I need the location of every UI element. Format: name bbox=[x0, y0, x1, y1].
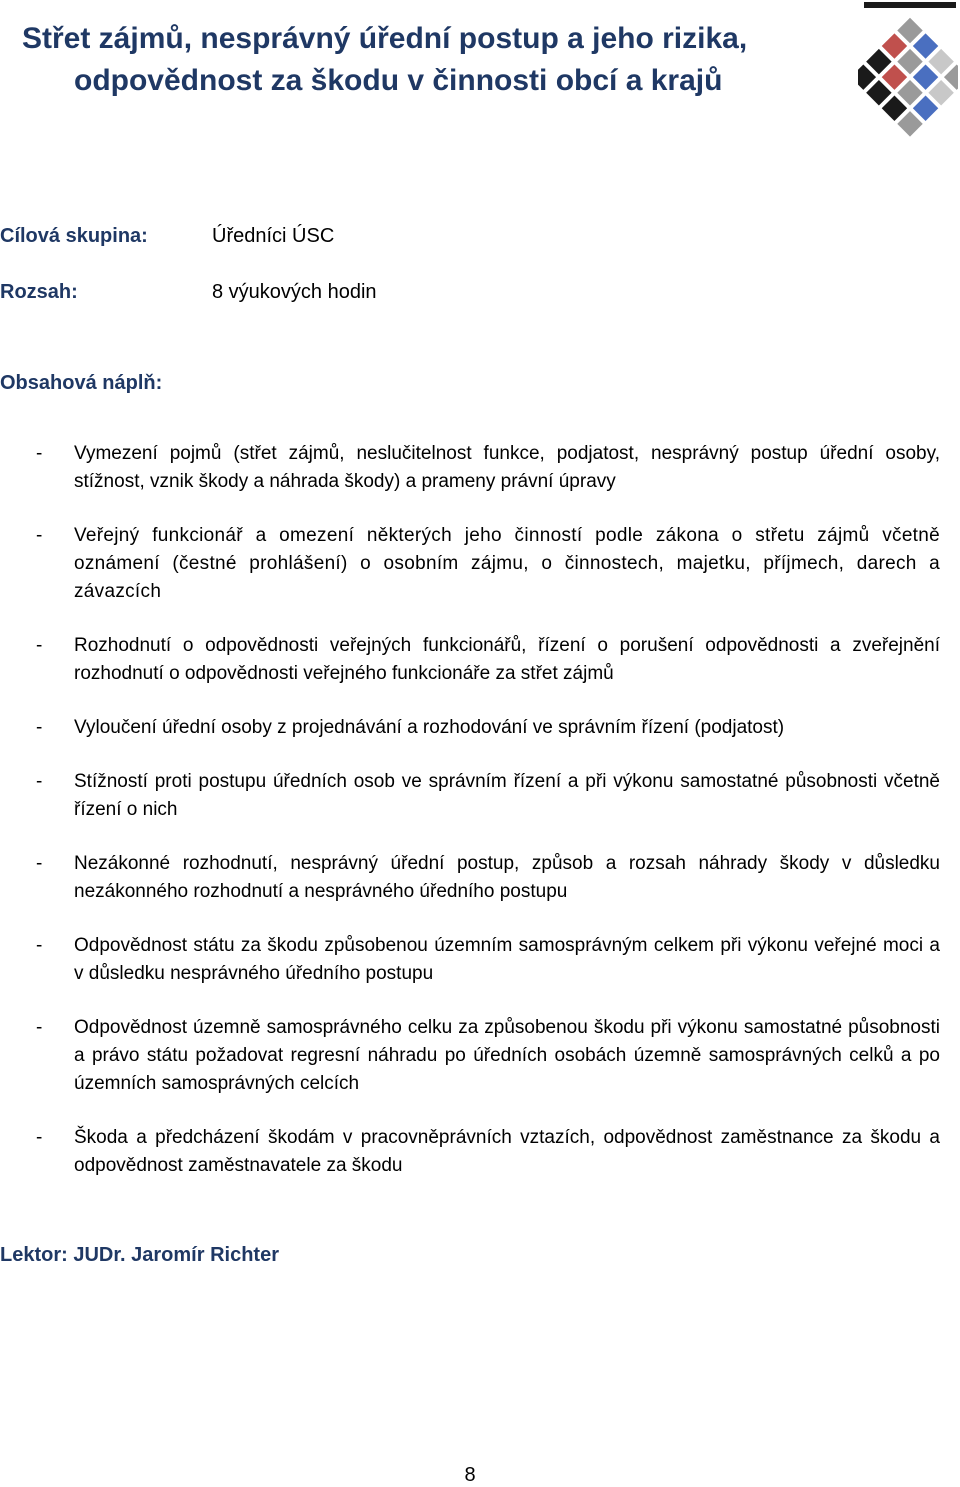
content-heading: Obsahová náplň: bbox=[0, 372, 163, 394]
list-item: - Odpovědnost územně samosprávného celku za způsobenou škodu při výkonu samostatné působnosti a právo státu požadovat regresní náhradu po úředních osobách územně samosprávných celků a po územních samosprávných celcích bbox=[36, 1017, 940, 1094]
list-item: - Stížností proti postupu úředních osob ve správním řízení a při výkonu samostatné působnosti včetně řízení o nich bbox=[36, 771, 940, 820]
title-line-1: Střet zájmů, nesprávný úřední postup a jeho rizika, bbox=[22, 22, 748, 55]
target-group-label: Cílová skupina: bbox=[0, 225, 148, 247]
logo-diamond-grid bbox=[858, 18, 958, 137]
list-item-text: Nezákonné rozhodnutí, nesprávný úřední postup, způsob a rozsah náhrady škody v důsledku nezákonného rozhodnutí a nesprávného úředního postupu bbox=[74, 853, 940, 902]
list-item: - Rozhodnutí o odpovědnosti veřejných funkcionářů, řízení o porušení odpovědnosti a zveřejnění rozhodnutí o odpovědnosti veřejného funkcionáře za střet zájmů bbox=[36, 635, 940, 684]
lector-line: Lektor: JUDr. Jaromír Richter bbox=[0, 1244, 279, 1266]
list-item: - Vymezení pojmů (střet zájmů, neslučitelnost funkce, podjatost, nesprávný postup úřední osoby, stížnost, vznik škody a náhrada škody) a prameny právní úpravy bbox=[36, 443, 940, 492]
list-item: - Odpovědnost státu za škodu způsobenou územním samosprávným celkem při výkonu veřejné moci a v důsledku nesprávného úředního postupu bbox=[36, 935, 940, 984]
list-item-text: Rozhodnutí o odpovědnosti veřejných funkcionářů, řízení o porušení odpovědnosti a zveřejnění rozhodnutí o odpovědnosti veřejného funkcionáře za střet zájmů bbox=[74, 635, 940, 684]
list-item: - Nezákonné rozhodnutí, nesprávný úřední postup, způsob a rozsah náhrady škody v důsledku nezákonného rozhodnutí a nesprávného úředního postupu bbox=[36, 853, 940, 902]
page-number: 8 bbox=[464, 1464, 476, 1486]
list-item: - Škoda a předcházení škodám v pracovněprávních vztazích, odpovědnost zaměstnance za škodu a odpovědnost zaměstnavatele za škodu bbox=[36, 1127, 940, 1176]
list-item-text: Škoda a předcházení škodám v pracovněprávních vztazích, odpovědnost zaměstnance za škodu a odpovědnost zaměstnavatele za škodu bbox=[74, 1127, 940, 1176]
scope-label: Rozsah: bbox=[0, 281, 78, 303]
target-group-value: Úředníci ÚSC bbox=[212, 225, 335, 247]
list-item-text: Veřejný funkcionář a omezení některých jeho činností podle zákona o střetu zájmů včetně oznámení (čestné prohlášení) o osobním zájmu, o činnostech, majetku, příjmech, darech a závazcích bbox=[74, 525, 940, 602]
list-item-text: Vyloučení úřední osoby z projednávání a rozhodování ve správním řízení (podjatost) bbox=[74, 717, 785, 738]
list-item-text: Odpovědnost územně samosprávného celku za způsobenou škodu při výkonu samostatné působnosti a právo státu požadovat regresní náhradu po úředních osobách územně samosprávných celků a po územních samosprávných celcích bbox=[74, 1017, 940, 1094]
title-line-2: odpovědnost za škodu v činnosti obcí a krajů bbox=[74, 64, 723, 97]
list-item-text: Stížností proti postupu úředních osob ve správním řízení a při výkonu samostatné působnosti včetně řízení o nich bbox=[74, 771, 940, 820]
list-item-text: Odpovědnost státu za škodu způsobenou územním samosprávným celkem při výkonu veřejné moci a v důsledku nesprávného úředního postupu bbox=[74, 935, 940, 984]
scope-value: 8 výukových hodin bbox=[212, 281, 377, 303]
logo-top-bar bbox=[864, 2, 956, 8]
list-item: - Vyloučení úřední osoby z projednávání a rozhodování ve správním řízení (podjatost) bbox=[36, 717, 785, 738]
list-item-text: Vymezení pojmů (střet zájmů, neslučitelnost funkce, podjatost, nesprávný postup úřední osoby, stížnost, vznik škody a náhrada škody) a prameny právní úpravy bbox=[74, 443, 940, 492]
institution-logo-icon bbox=[858, 0, 958, 150]
document-title bbox=[22, 18, 812, 102]
list-item: - Veřejný funkcionář a omezení některých jeho činností podle zákona o střetu zájmů včetně oznámení (čestné prohlášení) o osobním zájmu, o činnostech, majetku, příjmech, darech a závazcích bbox=[36, 525, 940, 602]
content-list bbox=[0, 440, 940, 1206]
